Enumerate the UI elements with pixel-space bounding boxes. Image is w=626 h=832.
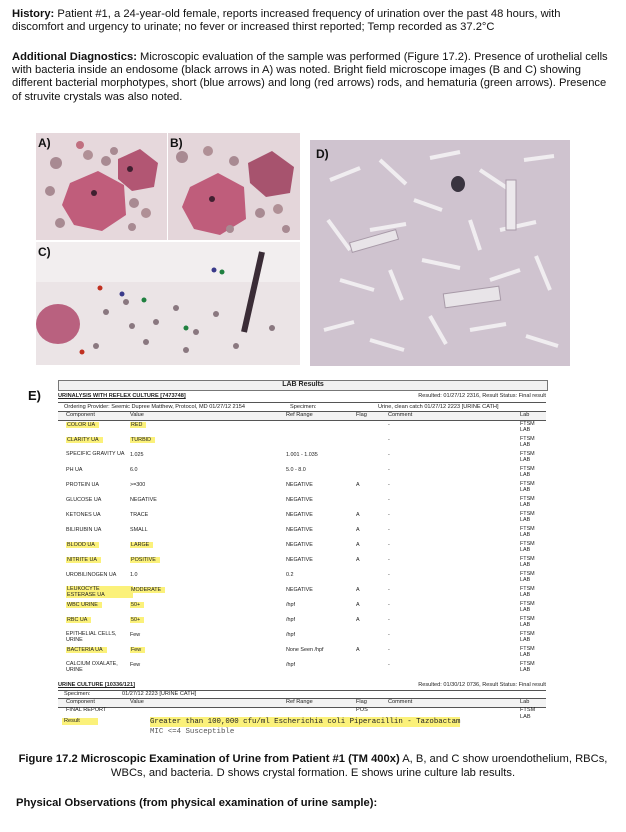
ua-comment: - [388,542,390,548]
specimen-label: Specimen: [290,404,317,410]
ua-value: 1.025 [130,452,144,458]
uc-col-flag: Flag [356,699,367,705]
ua-lab: FTSM LAB [520,601,535,613]
ua-value: Few [130,632,141,638]
history-paragraph [12,8,610,34]
ua-component: LEUKOCYTE ESTERASE UA [66,586,133,598]
ua-header: URINALYSIS WITH REFLEX CULTURE [7473748] [58,393,186,399]
ua-component: BLOOD UA [66,542,99,548]
ua-comment: - [388,467,390,473]
ua-ref-range: NEGATIVE [286,512,313,518]
ua-table-row [58,420,546,435]
ua-comment: - [388,452,390,458]
ua-component: WBC URINE [66,602,102,608]
provider-line [64,404,245,411]
ua-ref-range: 1.001 - 1.035 [286,452,318,458]
uc-final-report-row [58,707,546,720]
uc-specimen-label: Specimen: [64,691,91,697]
ua-ref-range: 5.0 - 8.0 [286,467,306,473]
ua-table-row [58,660,546,675]
ua-table-row [58,630,546,645]
ua-lab: FTSM LAB [520,466,535,478]
ua-comment: - [388,512,390,518]
micrograph-b-image [168,133,300,240]
ua-ref-range: NEGATIVE [286,542,313,548]
history-text: Patient #1, a 24-year-old female, reports increased frequency of urination over the past 48 hours, with discomfort and urgency to urinate; no fever or increased thirst reported; Temp recorded as 37.2°C [12,8,561,34]
ua-component: BILIRUBIN UA [66,527,102,533]
ua-ref-range: None Seen /hpf [286,647,324,653]
ua-table-row [58,645,546,660]
ua-component: GLUCOSE UA [66,497,102,503]
uc-flag-pos: POS [356,707,368,713]
ua-table-row [58,510,546,525]
uc-result-line-1: Greater than 100,000 cfu/ml Escherichia coli Piperacillin - Tazobactam [150,718,461,726]
ua-ref-range: NEGATIVE [286,527,313,533]
physical-observations-heading: Physical Observations (from physical examination of urine sample): [16,797,378,809]
lab-report [58,380,546,736]
uc-header: URINE CULTURE [10336/121] [58,682,135,688]
ua-flag: A [356,587,360,593]
ua-lab: FTSM LAB [520,436,535,448]
ua-value: 6.0 [130,467,138,473]
ua-lab: FTSM LAB [520,631,535,643]
uc-col-value: Value [130,699,144,705]
ua-component: NITRITE UA [66,557,101,563]
ua-comment: - [388,422,390,428]
ua-ref-range: /hpf [286,602,295,608]
provider-label: Ordering Provider: [64,404,110,410]
ua-ref-range: 0.2 [286,572,294,578]
ua-comment: - [388,632,390,638]
ua-ref-range: NEGATIVE [286,587,313,593]
uc-final-report: FINAL REPORT [66,707,107,713]
ua-resulted: Resulted: 01/27/12 2316, Result Status: Final result [418,393,546,399]
ua-value: TRACE [130,512,149,518]
ua-comment: - [388,662,390,668]
panel-d-label: D) [316,147,329,161]
micrograph-d-image [310,140,570,366]
col-lab: Lab [520,412,530,418]
uc-result-label: Result [62,718,98,725]
history-label: History: [12,8,55,20]
caption-bold: Figure 17.2 Microscopic Examination of Urine from Patient #1 (TM 400x) [18,753,400,765]
diagnostics-paragraph [12,51,610,104]
panel-e-label: E) [28,388,41,403]
ua-comment: - [388,497,390,503]
ua-component: RBC UA [66,617,91,623]
ua-value: MODERATE [130,587,165,593]
ua-lab: FTSM LAB [520,646,535,658]
ua-lab: FTSM LAB [520,616,535,628]
ua-table-row [58,435,546,450]
ua-comment: - [388,527,390,533]
micrograph-panel-c [36,242,300,365]
ua-table-row [58,495,546,510]
figure-caption [12,752,614,780]
uc-col-comment: Comment [388,699,413,705]
ua-component: SPECIFIC GRAVITY UA [66,451,125,457]
ua-value: POSITIVE [130,557,160,563]
ua-component: CALCIUM OXALATE, URINE [66,661,118,673]
ua-component: EPITHELIAL CELLS, URINE [66,631,117,643]
ua-table-row [58,480,546,495]
col-comment: Comment [388,412,413,418]
ua-component: CLARITY UA [66,437,103,443]
ua-value: Few [130,647,145,653]
ua-comment: - [388,437,390,443]
ua-flag: A [356,482,360,488]
ua-lab: FTSM LAB [520,481,535,493]
lab-title-bar [58,380,548,391]
ua-ref-range: /hpf [286,617,295,623]
ua-component: COLOR UA [66,422,99,428]
uc-col-component: Component [66,699,95,705]
micrograph-panel-a [36,133,167,240]
ua-lab: FTSM LAB [520,556,535,568]
ua-comment: - [388,602,390,608]
ua-ref-range: /hpf [286,632,295,638]
ua-table-row [58,570,546,585]
panel-a-label: A) [38,136,51,150]
ua-flag: A [356,512,360,518]
micrograph-a-image [36,133,167,240]
ua-comment: - [388,587,390,593]
ua-component: KETONES UA [66,512,101,518]
micrograph-c-image [36,242,300,365]
provider-value: Seemic Dupree Matthew, Protocol, MD 01/27/12 2154 [111,404,245,410]
col-ref-range: Ref Range [286,412,313,418]
ua-value: 50+ [130,602,144,608]
uc-result-row [58,717,546,739]
uc-col-lab: Lab [520,699,530,705]
ua-comment: - [388,482,390,488]
ua-ref-range: /hpf [286,662,295,668]
ua-component: PROTEIN UA [66,482,99,488]
ua-table-row [58,585,546,600]
ua-component: BACTERIA UA [66,647,107,653]
ua-value: LARGE [130,542,153,548]
ua-flag: A [356,527,360,533]
specimen-value: Urine, clean catch 01/27/12 2223 [URINE CATH] [378,404,499,410]
ua-flag: A [356,542,360,548]
ua-table-row [58,450,546,465]
ua-comment: - [388,557,390,563]
uc-result-line-2: MIC <=4 Susceptible [150,728,235,736]
panel-b-label: B) [170,136,183,150]
ua-table-row [58,540,546,555]
ua-value: SMALL [130,527,148,533]
ua-value: 50+ [130,617,144,623]
ua-flag: A [356,647,360,653]
ua-ref-range: NEGATIVE [286,497,313,503]
micrograph-panel-d [310,140,570,366]
ua-lab: FTSM LAB [520,661,535,673]
ua-lab: FTSM LAB [520,526,535,538]
uc-col-ref-range: Ref Range [286,699,313,705]
col-value: Value [130,412,144,418]
ua-comment: - [388,617,390,623]
ua-comment: - [388,572,390,578]
ua-lab: FTSM LAB [520,421,535,433]
ua-lab: FTSM LAB [520,541,535,553]
ua-flag: A [356,602,360,608]
ua-flag: A [356,557,360,563]
panel-c-label: C) [38,245,51,259]
uc-specimen-value: 01/27/12 2223 [URINE CATH] [122,691,197,697]
uc-lab: FTSM LAB [520,707,536,720]
ua-table-row [58,465,546,480]
ua-ref-range: NEGATIVE [286,557,313,563]
ua-comment: - [388,647,390,653]
micrograph-panel-b [168,133,300,240]
lab-title: LAB Results [282,381,324,388]
ua-table-row [58,555,546,570]
ua-value: TURBID [130,437,155,443]
ua-table-row [58,600,546,615]
ua-component: UROBILINOGEN UA [66,572,117,578]
caption-rest: A, B, and C show uroendothelium, RBCs, WBCs, and bacteria. D shows crystal formation. E shows urine culture lab results. [110,753,608,779]
ua-lab: FTSM LAB [520,571,535,583]
ua-value: RED [130,422,146,428]
ua-flag: A [356,617,360,623]
ua-value: 1.0 [130,572,138,578]
diagnostics-text: Microscopic evaluation of the sample was performed (Figure 17.2). Presence of urothelial cells with bacteria inside an endosome (black arrows in A) was noted. Bright field microscope images (B and C) showing different bacterial morphotypes, short (blue arrows) and long (red arrows) rods, and hematuria (green arrows). Presence of struvite crystals was also noted. [12,51,608,103]
ua-value: >=300 [130,482,146,488]
ua-table-row [58,615,546,630]
col-flag: Flag [356,412,367,418]
uc-resulted: Resulted: 01/30/12 0736, Result Status: Final result [418,682,546,688]
col-component: Component [66,412,95,418]
diagnostics-label: Additional Diagnostics: [12,51,137,63]
ua-table-row [58,525,546,540]
ua-lab: FTSM LAB [520,511,535,523]
ua-lab: FTSM LAB [520,496,535,508]
ua-lab: FTSM LAB [520,451,535,463]
ua-ref-range: NEGATIVE [286,482,313,488]
ua-component: PH UA [66,467,83,473]
ua-value: NEGATIVE [130,497,157,503]
ua-lab: FTSM LAB [520,586,535,598]
ua-value: Few [130,662,141,668]
